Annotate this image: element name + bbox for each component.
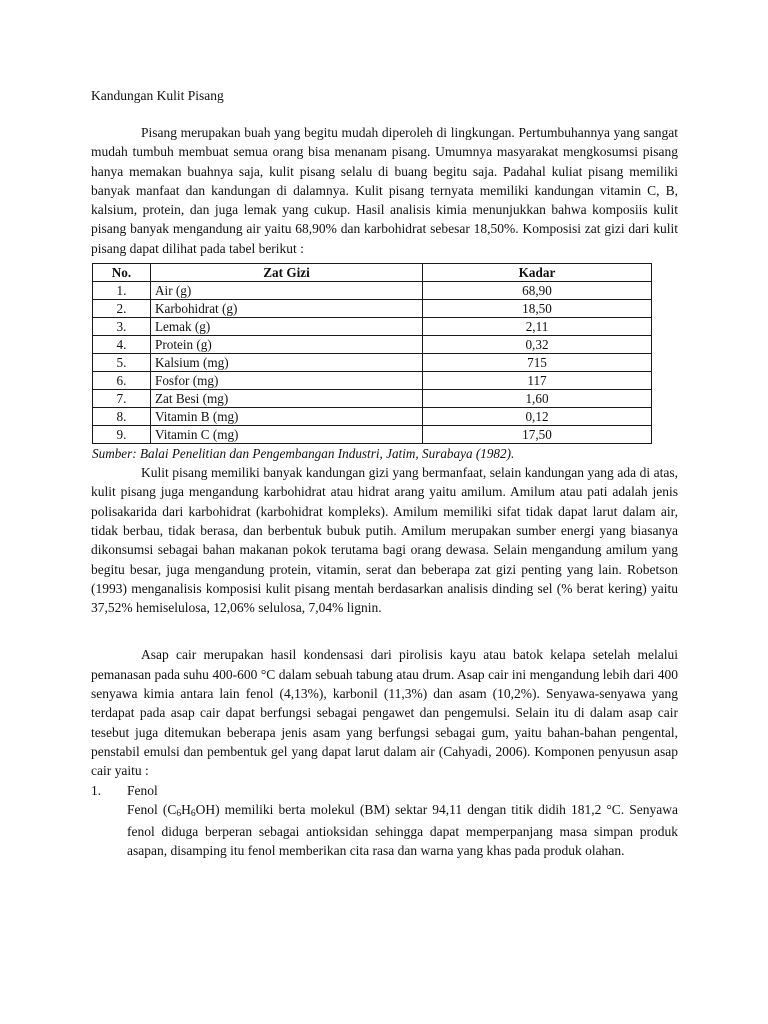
formula-h: H: [181, 801, 191, 817]
table-body: [93, 282, 652, 444]
cell-kadar: 1,60: [423, 390, 652, 408]
chemical-formula: [167, 801, 216, 820]
cell-zat-gizi: Protein (g): [151, 336, 423, 354]
table-row: [93, 372, 652, 390]
list-item-title: Fenol: [127, 782, 158, 798]
cell-no: 2.: [93, 300, 151, 318]
list-item-marker: 1.: [91, 782, 102, 798]
formula-oh: OH: [195, 801, 216, 817]
cell-kadar: 0,32: [423, 336, 652, 354]
component-list: [91, 781, 678, 861]
cell-zat-gizi: Lemak (g): [151, 318, 423, 336]
cell-kadar: 0,12: [423, 408, 652, 426]
paragraph-spacer: [91, 617, 678, 645]
cell-kadar: 117: [423, 372, 652, 390]
page-title: Kandungan Kulit Pisang: [91, 88, 224, 103]
table-row: [93, 408, 652, 426]
formula-prefix-text: Fenol (: [127, 801, 168, 817]
list-item-body: [127, 800, 678, 861]
cell-kadar: 68,90: [423, 282, 652, 300]
column-header-no: No.: [93, 264, 151, 282]
paragraph-intro: Pisang merupakan buah yang begitu mudah diperoleh di lingkungan. Pertumbuhannya yang sangat mudah tumbuh membuat semua orang bisa menanam pisang. Umumnya masyarakat mengkosumsi pisang hanya memakan buahnya saja, kulit pisang selalu di buang begitu saja. Padahal kuliat pisang memiliki banyak manfaat dan kandungan di dalamnya. Kulit pisang ternyata memiliki kandungan vitamin C, B, kalsium, protein, dan juga lemak yang cukup. Hasil analisis kimia menunjukkan bahwa komposiis kulit pisang banyak mengandung air yaitu 68,90% dan karbohidrat sebesar 18,50%. Komposisi zat gizi dari kulit pisang dapat dilihat pada tabel berikut :: [91, 125, 678, 256]
paragraph-asap-cair: Asap cair merupakan hasil kondensasi dari pirolisis kayu atau batok kelapa setelah melalui pemanasan pada suhu 400-600 °C dalam sebuah tabung atau drum. Asap cair ini mengandung lebih dari 400 senyawa kimia antara lain fenol (4,13%), karbonil (11,3%) dan asam (10,2%). Senyawa-senyawa yang terdapat pada asap cair dapat berfungsi sebagai pengawet dan pengemulsi. Selain itu di dalam asap cair tesebut juga ditemukan beberapa jenis asam yang berfungsi sebagai gum, yaitu bahan-bahan pengental, penstabil emulsi dan pembentuk gel yang dapat larut dalam air (Cahyadi, 2006). Komponen penyusun asap cair yaitu :: [91, 647, 678, 779]
cell-no: 7.: [93, 390, 151, 408]
cell-no: 6.: [93, 372, 151, 390]
column-header-kadar: Kadar: [423, 264, 652, 282]
table-row: [93, 300, 652, 318]
table-row: [93, 426, 652, 444]
formula-suffix-text: ) memiliki berta molekul (BM) sektar 94,11 dengan titik didih 181,2 °C. Senyawa fenol diduga berperan sebagai antioksidan sehingga dapat memperpanjang masa simpan produk asapan, disamping itu fenol memberikan cita rasa dan warna yang khas pada produk olahan.: [127, 801, 678, 859]
formula-sub-6b: 6: [190, 809, 196, 820]
cell-zat-gizi: Vitamin B (mg): [151, 408, 423, 426]
cell-no: 3.: [93, 318, 151, 336]
table-row: [93, 318, 652, 336]
list-item: [91, 781, 678, 861]
table-header-row: [93, 264, 652, 282]
cell-zat-gizi: Vitamin C (mg): [151, 426, 423, 444]
cell-zat-gizi: Kalsium (mg): [151, 354, 423, 372]
nutrient-composition-table: [92, 263, 652, 444]
table-source-caption: Sumber: Balai Penelitian dan Pengembangan Industri, Jatim, Surabaya (1982).: [92, 446, 515, 462]
cell-kadar: 17,50: [423, 426, 652, 444]
paragraph-amilum: Kulit pisang memiliki banyak kandungan gizi yang bermanfaat, selain kandungan yang ada di atas, kulit pisang juga mengandung karbohidrat atau hidrat arang yaitu amilum. Amilum atau pati adalah jenis polisakarida dari karbohidrat (karbohidrat kompleks). Amilum memiliki sifat tidak dapat larut dalam air, tidak berbau, tidak berasa, dan berbentuk bubuk putih. Amilum merupakan sumber energi yang biasanya dikonsumsi sebagai bahan makanan pokok terutama bagi orang dewasa. Selain mengandung amilum yang begitu besar, juga mengandung protein, vitamin, serat dan beberapa zat gizi penting yang lain. Robetson (1993) menganalisis komposisi kulit pisang mentah berdasarkan analisis dinding sel (% berat kering) yaitu 37,52% hemiselulosa, 12,06% selulosa, 7,04% lignin.: [91, 465, 678, 616]
table-row: [93, 282, 652, 300]
table-row: [93, 354, 652, 372]
table-row: [93, 336, 652, 354]
table-row: [93, 390, 652, 408]
cell-no: 8.: [93, 408, 151, 426]
cell-zat-gizi: Fosfor (mg): [151, 372, 423, 390]
cell-no: 1.: [93, 282, 151, 300]
cell-kadar: 18,50: [423, 300, 652, 318]
cell-no: 4.: [93, 336, 151, 354]
cell-no: 5.: [93, 354, 151, 372]
cell-kadar: 2,11: [423, 318, 652, 336]
cell-zat-gizi: Karbohidrat (g): [151, 300, 423, 318]
cell-zat-gizi: Zat Besi (mg): [151, 390, 423, 408]
formula-sub-6a: 6: [176, 809, 182, 820]
cell-kadar: 715: [423, 354, 652, 372]
formula-c: C: [167, 801, 177, 817]
cell-no: 9.: [93, 426, 151, 444]
column-header-zat-gizi: Zat Gizi: [151, 264, 423, 282]
cell-zat-gizi: Air (g): [151, 282, 423, 300]
